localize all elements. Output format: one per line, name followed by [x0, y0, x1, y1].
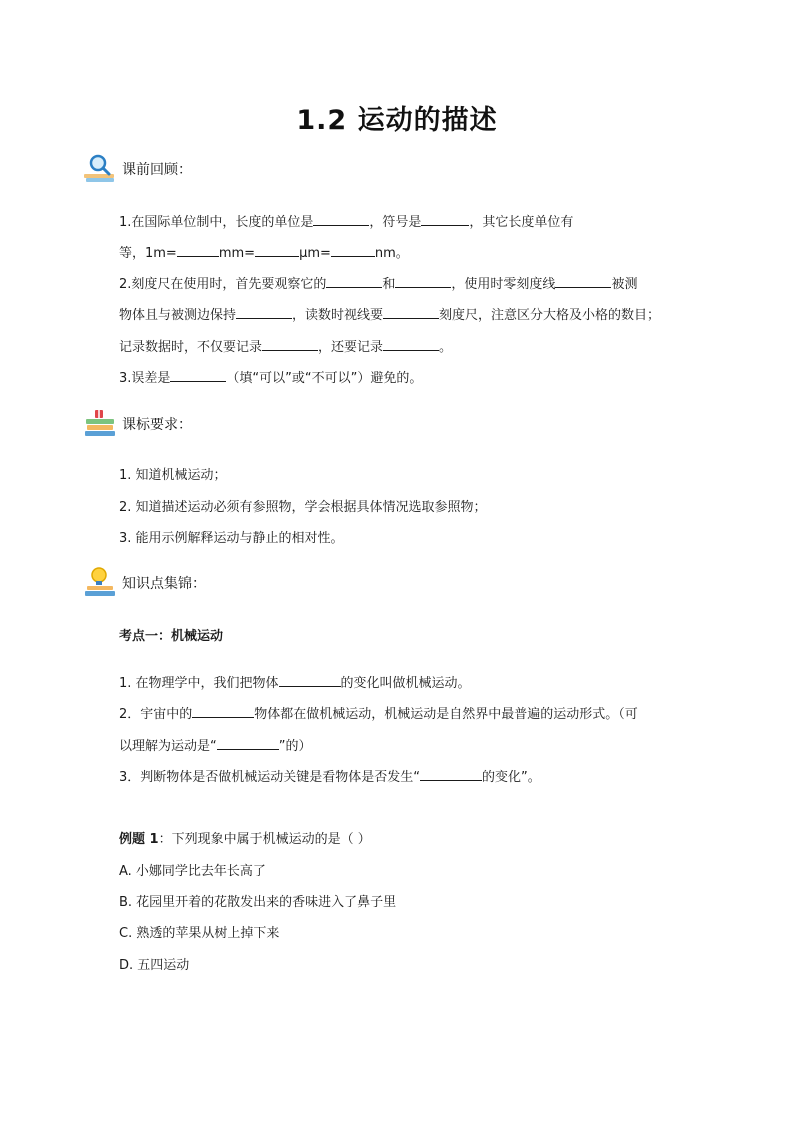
review-q2-line2: 物体且与被测边保持 ，读数时视线要 刻度尺，注意区分大格及小格的数目；: [119, 308, 661, 323]
lightbulb-books-icon: [82, 566, 118, 600]
review-q2-line3: 记录数据时，不仅要记录 ，还要记录 。: [119, 340, 453, 355]
review-q2-line1: 2.刻度尺在使用时，首先要观察它的 和 ，使用时零刻度线 被测: [119, 277, 638, 292]
section-review-header: [82, 152, 192, 186]
standards-item-2: 2. 知道描述运动必须有参照物，学会根据具体情况选取参照物；: [119, 500, 487, 515]
fill-blank[interactable]: [555, 275, 611, 288]
fill-blank[interactable]: [170, 369, 226, 382]
fill-blank[interactable]: [383, 338, 439, 351]
fill-blank[interactable]: [279, 674, 341, 687]
fill-blank[interactable]: [326, 275, 382, 288]
example-1-stem: 例题 1：下列现象中属于机械运动的是（ ）: [119, 832, 371, 847]
fill-blank[interactable]: [255, 244, 299, 257]
fill-blank[interactable]: [421, 213, 469, 226]
example-option-a[interactable]: A. 小娜同学比去年长高了: [119, 864, 266, 879]
section-review-label: 课前回顾：: [122, 162, 192, 178]
fill-blank[interactable]: [177, 244, 219, 257]
review-q1-line2: 等，1m= mm= μm= nm。: [119, 246, 409, 261]
knowledge-p1: 1. 在物理学中，我们把物体 的变化叫做机械运动。: [119, 676, 471, 691]
knowledge-p2-line2: 以理解为运动是“ ”的）: [119, 739, 312, 754]
standards-item-3: 3. 能用示例解释运动与静止的相对性。: [119, 531, 344, 546]
knowledge-p2-line1: 2．宇宙中的 物体都在做机械运动，机械运动是自然界中最普遍的运动形式。（可: [119, 707, 638, 722]
knowledge-point-title: 考点一：机械运动: [119, 629, 224, 644]
books-stack-icon: [82, 407, 118, 441]
fill-blank[interactable]: [236, 306, 292, 319]
fill-blank[interactable]: [331, 244, 375, 257]
standards-item-1: 1. 知道机械运动；: [119, 468, 227, 483]
example-option-d[interactable]: D. 五四运动: [119, 958, 190, 973]
magnifier-book-icon: [82, 152, 118, 186]
section-standards-label: 课标要求：: [122, 417, 192, 433]
document-title: 1.2 运动的描述: [296, 105, 498, 136]
fill-blank[interactable]: [313, 213, 369, 226]
fill-blank[interactable]: [383, 306, 439, 319]
review-q3: 3.误差是 （填“可以”或“不可以”）避免的。: [119, 371, 423, 386]
fill-blank[interactable]: [217, 737, 279, 750]
fill-blank[interactable]: [262, 338, 318, 351]
example-option-b[interactable]: B. 花园里开着的花散发出来的香味进入了鼻子里: [119, 895, 397, 910]
knowledge-p3: 3．判断物体是否做机械运动关键是看物体是否发生“ 的变化”。: [119, 770, 541, 785]
review-q1-line1: 1.在国际单位制中，长度的单位是 ，符号是 ，其它长度单位有: [119, 215, 574, 230]
example-option-c[interactable]: C. 熟透的苹果从树上掉下来: [119, 926, 280, 941]
fill-blank[interactable]: [192, 705, 254, 718]
fill-blank[interactable]: [395, 275, 451, 288]
section-knowledge-label: 知识点集锦：: [122, 576, 206, 592]
fill-blank[interactable]: [420, 768, 482, 781]
section-knowledge-header: [82, 566, 206, 600]
section-standards-header: [82, 407, 192, 441]
